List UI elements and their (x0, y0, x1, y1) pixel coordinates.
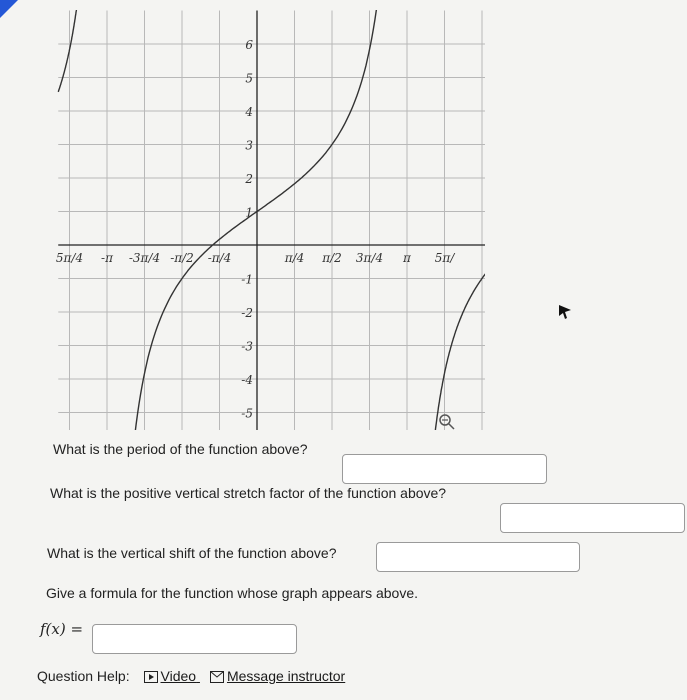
stretch-question: What is the positive vertical stretch factor of the function above? (50, 485, 447, 501)
y-tick-label: -2 (241, 306, 253, 320)
x-tick-label: -π/2 (170, 251, 194, 265)
y-tick-label: -1 (241, 272, 253, 287)
video-label: Video (160, 668, 197, 684)
x-tick-label: π (403, 251, 411, 265)
vertical-shift-answer-input[interactable] (376, 542, 580, 572)
message-instructor-label: Message instructor (226, 668, 346, 684)
formula-question: Give a formula for the function whose graph appears above. (46, 585, 418, 601)
y-tick-label: 2 (245, 172, 253, 186)
curve-branch (430, 256, 485, 430)
y-tick-label: 3 (245, 138, 253, 153)
magnifier-icon (440, 415, 454, 429)
y-tick-label: -5 (241, 406, 253, 421)
graph-axes (55, 11, 485, 431)
y-tick-label: 4 (245, 105, 253, 119)
question-help (37, 668, 345, 684)
curve-branch (130, 10, 376, 430)
function-graph (45, 10, 485, 430)
question-help-label: Question Help: (37, 668, 130, 684)
corner-accent (0, 0, 18, 18)
play-icon (144, 671, 158, 683)
vertical-shift-question: What is the vertical shift of the function above? (47, 545, 337, 561)
period-answer-input[interactable] (342, 454, 547, 484)
y-tick-label: -3 (241, 339, 253, 354)
video-link[interactable] (144, 668, 200, 684)
x-tick-label: 5π/4 (55, 251, 84, 265)
stretch-answer-input[interactable] (500, 503, 685, 533)
y-tick-label: -4 (241, 373, 253, 387)
graph-grid (55, 11, 485, 431)
graph-curves (55, 10, 485, 430)
x-tick-label: -3π/4 (128, 251, 161, 265)
x-tick-label: -π (101, 251, 113, 265)
x-tick-label: 3π/4 (355, 251, 384, 265)
formula-answer-input[interactable] (92, 624, 297, 654)
x-tick-label: π/2 (322, 251, 342, 265)
formula-label: f(x) = (40, 620, 84, 638)
y-tick-label: 6 (245, 38, 253, 52)
y-tick-label: 5 (245, 71, 253, 86)
x-tick-label: π/4 (284, 251, 305, 265)
message-instructor-link[interactable] (210, 668, 345, 684)
y-tick-label: 1 (245, 205, 253, 220)
x-tick-label: 5π/ (434, 251, 455, 265)
period-question: What is the period of the function above? (53, 441, 308, 457)
mouse-cursor-icon (558, 304, 572, 320)
envelope-icon (210, 671, 224, 683)
x-tick-label: -π/4 (207, 251, 232, 265)
curve-branch (58, 10, 77, 92)
graph-labels (56, 38, 456, 430)
